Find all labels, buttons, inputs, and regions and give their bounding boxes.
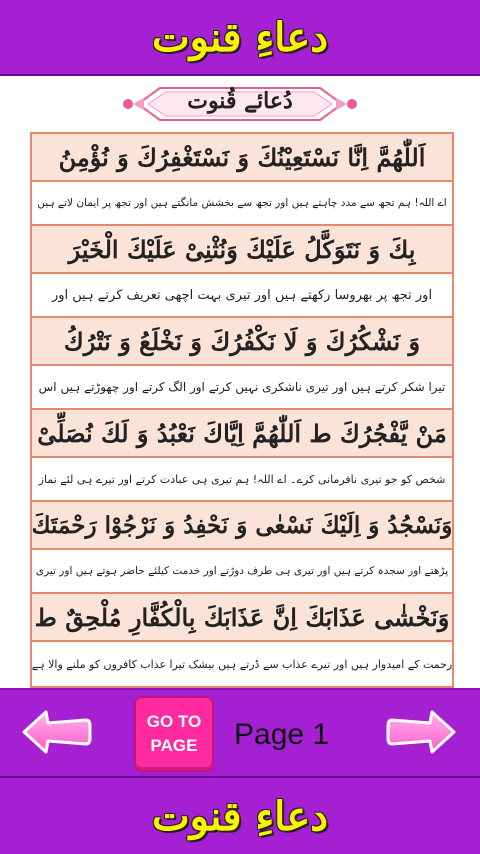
app-title: دعاءِ قنوت	[151, 13, 329, 61]
urdu-translation-row: پڑھتے اور سجدہ کرتے ہیں اور تیری ہی طرف دوڑتے اور خدمت کیلئے حاضر ہوتے ہیں اور تیری	[32, 550, 452, 594]
goto-label-line2: PAGE	[150, 736, 198, 755]
arabic-verse-row: وَنَسْجُدُ وَ اِلَیْكَ نَسْعٰی وَ نَحْفِدُ وَ نَرْجُوْا رَحْمَتَكَ	[32, 502, 452, 550]
arabic-verse-row: وَ نَشْكُرُكَ وَ لَا نَكْفُرُكَ وَ نَخْلَعُ وَ نَتْرُكُ	[32, 318, 452, 366]
urdu-translation-row: اور تجھ پر بھروسا رکھتے ہیں اور تیری بہت اچھی تعریف کرتے ہیں اور	[32, 274, 452, 318]
arabic-verse-row: مَنْ یَّفْجُرُكَ ط اَللّٰھُمَّ اِیَّاكَ نَعْبُدُ وَ لَكَ نُصَلِّیْ	[32, 410, 452, 458]
arabic-verse-row: وَنَخْشٰی عَذَابَكَ اِنَّ عَذَابَكَ بِالْكُفَّارِ مُلْحِقٌ ط	[32, 594, 452, 642]
arrow-right-icon	[386, 706, 458, 758]
arabic-verse-row: بِكَ وَ نَتَوَكَّلُ عَلَیْكَ وَنُثْنِیْ عَلَیْكَ الْخَیْرَ	[32, 226, 452, 274]
urdu-translation-row: شخص کو جو تیری نافرمانی کرے۔ اے اللہ! ہم تیری ہی عبادت کرتے اور تیرے ہی لئے نماز	[32, 458, 452, 502]
footer-title: دعاءِ قنوت	[151, 792, 329, 840]
page-number-label: Page 1	[234, 718, 330, 751]
page-content	[0, 76, 480, 688]
urdu-translation-row: تیرا شکر کرتے ہیں اور تیری ناشکری نہیں کرتے اور الگ کرتے اور چھوڑتے ہیں اس	[32, 366, 452, 410]
urdu-translation-row: اے اللہ! ہم تجھ سے مدد چاہتے ہیں اور تجھ سے بخشش مانگتے ہیں اور تجھ پر ایمان لاتے ہیں	[32, 182, 452, 226]
next-page-button[interactable]	[386, 706, 458, 758]
arrow-left-icon	[20, 706, 92, 758]
top-title-bar	[0, 0, 480, 76]
dua-table	[30, 132, 454, 688]
arabic-verse-row: اَللّٰھُمَّ اِنَّا نَسْتَعِیْنُكَ وَ نَسْتَغْفِرُكَ وَ نُؤْمِنُ	[32, 134, 452, 182]
page-navigation-bar	[0, 688, 480, 778]
bottom-title-bar	[0, 778, 480, 854]
heading-ornament	[120, 82, 360, 126]
goto-label-line1: GO TO	[146, 712, 202, 731]
urdu-translation-row: رحمت کے امیدوار ہیں اور تیرے عذاب سے ڈرتے ہیں بیشک تیرا عذاب کافروں کو ملنے والا ہے	[32, 642, 452, 686]
page-heading: دُعائے قُنوت	[187, 88, 293, 114]
previous-page-button[interactable]	[20, 706, 92, 758]
go-to-page-button[interactable]	[134, 696, 214, 772]
